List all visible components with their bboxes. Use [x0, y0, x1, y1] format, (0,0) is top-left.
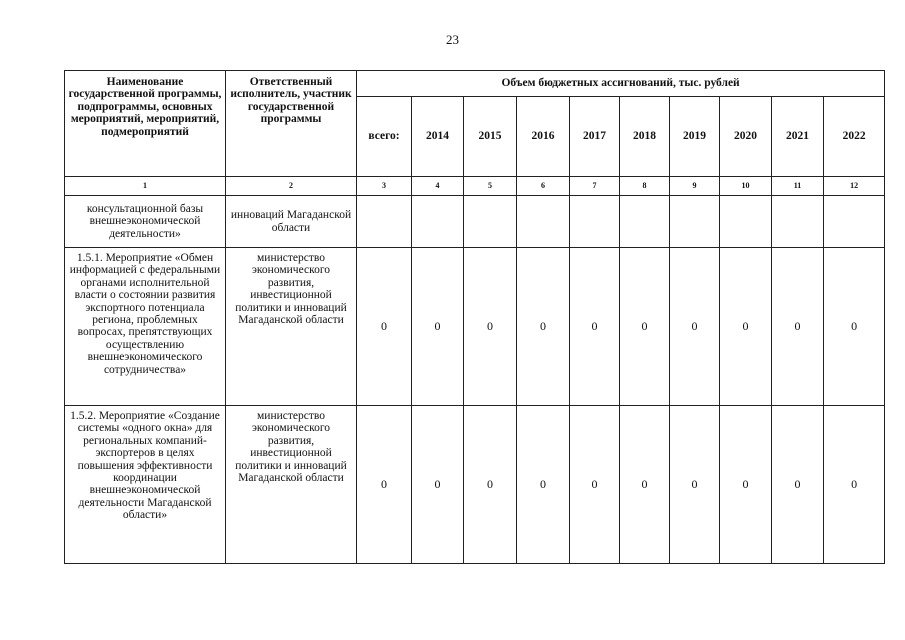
column-number: 9	[670, 177, 720, 196]
row-value: 0	[464, 406, 517, 564]
column-number: 11	[772, 177, 824, 196]
column-number: 1	[65, 177, 226, 196]
row-name: 1.5.1. Мероприятие «Обмен информацией с федеральными органами исполнительной власти о состоянии развития экспортного потенциала региона, проблемных вопросах, препятствующих осуществлению внешнеэкономического сотрудничества»	[65, 248, 226, 406]
row-value: 0	[824, 406, 885, 564]
column-number: 8	[620, 177, 670, 196]
row-value: 0	[570, 406, 620, 564]
row-value	[670, 196, 720, 248]
row-value: 0	[412, 406, 464, 564]
header-year: 2019	[670, 97, 720, 177]
row-value: 0	[570, 248, 620, 406]
header-responsible-column: Ответственный исполнитель, участник государственной программы	[226, 71, 357, 177]
row-value: 0	[412, 248, 464, 406]
column-number: 7	[570, 177, 620, 196]
row-name: консультационной базы внешнеэкономической деятельности»	[65, 196, 226, 248]
header-year-total: всего:	[357, 97, 412, 177]
row-value	[517, 196, 570, 248]
column-number: 6	[517, 177, 570, 196]
table-row	[65, 406, 885, 564]
table-row	[65, 196, 885, 248]
header-name-column: Наименование государственной программы, подпрограммы, основных мероприятий, мероприятий, подмероприятий	[65, 71, 226, 177]
header-year: 2020	[720, 97, 772, 177]
row-value	[570, 196, 620, 248]
column-number: 12	[824, 177, 885, 196]
row-value: 0	[772, 406, 824, 564]
row-value	[357, 196, 412, 248]
header-year: 2017	[570, 97, 620, 177]
header-year: 2016	[517, 97, 570, 177]
row-responsible: министерство экономического развития, инвестиционной политики и инноваций Магаданской области	[226, 248, 357, 406]
row-value: 0	[824, 248, 885, 406]
column-number: 4	[412, 177, 464, 196]
column-number-row	[65, 177, 885, 196]
page-number: 23	[446, 32, 459, 47]
row-value	[824, 196, 885, 248]
column-number: 10	[720, 177, 772, 196]
row-responsible: инноваций Магаданской области	[226, 196, 357, 248]
row-value: 0	[670, 406, 720, 564]
row-value: 0	[720, 406, 772, 564]
column-number: 5	[464, 177, 517, 196]
header-year: 2022	[824, 97, 885, 177]
row-value	[464, 196, 517, 248]
column-number: 3	[357, 177, 412, 196]
header-year: 2014	[412, 97, 464, 177]
row-value	[412, 196, 464, 248]
header-year: 2015	[464, 97, 517, 177]
table-row	[65, 248, 885, 406]
header-budget-column: Объем бюджетных ассигнований, тыс. рублей	[357, 71, 885, 97]
header-year: 2018	[620, 97, 670, 177]
row-value	[720, 196, 772, 248]
budget-table	[64, 70, 885, 564]
row-value: 0	[357, 248, 412, 406]
row-value: 0	[720, 248, 772, 406]
row-value: 0	[464, 248, 517, 406]
row-value: 0	[620, 248, 670, 406]
row-value	[620, 196, 670, 248]
header-year: 2021	[772, 97, 824, 177]
row-name: 1.5.2. Мероприятие «Создание системы «одного окна» для региональных компаний-экспортеров в целях повышения эффективности координации внешнеэкономической деятельности Магаданской области»	[65, 406, 226, 564]
row-value: 0	[517, 406, 570, 564]
row-value: 0	[620, 406, 670, 564]
row-value: 0	[670, 248, 720, 406]
row-value: 0	[517, 248, 570, 406]
row-value: 0	[772, 248, 824, 406]
row-responsible: министерство экономического развития, инвестиционной политики и инноваций Магаданской области	[226, 406, 357, 564]
column-number: 2	[226, 177, 357, 196]
row-value	[772, 196, 824, 248]
row-value: 0	[357, 406, 412, 564]
